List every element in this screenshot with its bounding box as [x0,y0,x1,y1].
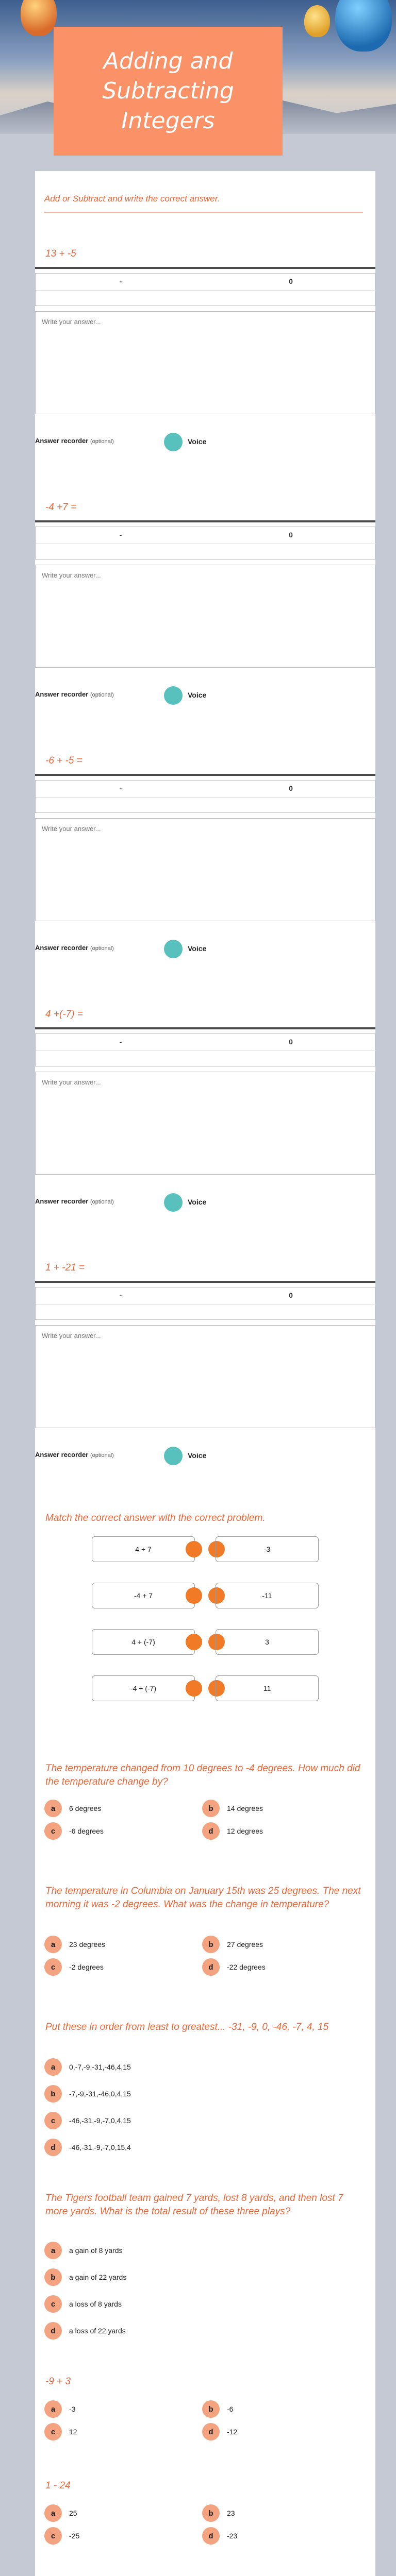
minus-key[interactable]: - [119,531,122,539]
option-letter: c [44,2423,62,2441]
option-text: a gain of 22 yards [69,2273,127,2281]
match-row [35,1536,375,1562]
option-text: -12 [227,2428,238,2436]
match-left-item[interactable]: 4 + (-7) [92,1629,195,1655]
answer-box [35,818,375,921]
option-c[interactable] [44,2295,122,2313]
option-b[interactable] [202,1799,263,1818]
option-c[interactable] [44,1822,104,1840]
option-b[interactable] [202,2504,235,2522]
match-right-item[interactable]: -3 [216,1536,319,1562]
page-title: Adding and Subtracting Integers [102,48,234,134]
option-letter: c [44,2527,62,2545]
option-letter: a [44,2504,62,2522]
match-right-item[interactable]: 11 [216,1675,319,1701]
option-a[interactable] [44,2504,77,2522]
option-letter: d [202,1822,220,1840]
answer-box [35,565,375,668]
option-text: -7,-9,-31,-46,0,4,15 [69,2090,131,2098]
option-text: 6 degrees [69,1804,102,1812]
voice-label: Voice [188,691,207,699]
option-letter: a [44,2400,62,2418]
minus-key[interactable]: - [119,277,122,285]
match-connector[interactable] [186,1634,202,1650]
question-text: Put these in order from least to greatest... -31, -9, 0, -46, -7, 4, 15 [45,2022,329,2032]
question-text: Match the correct answer with the correct problem. [45,1513,266,1523]
option-text: a loss of 8 yards [69,2300,122,2308]
record-voice-button[interactable] [164,940,183,958]
match-row [35,1675,375,1701]
voice-label: Voice [188,437,207,446]
answer-recorder [35,1192,375,1213]
option-letter: d [44,2322,62,2340]
option-text: 23 degrees [69,1940,106,1948]
divider [35,520,375,522]
minus-key[interactable]: - [119,1038,122,1046]
option-letter: b [202,1936,220,1953]
zero-key[interactable]: 0 [289,1291,293,1299]
question-text: 1 - 24 [45,2480,71,2491]
voice-label: Voice [188,944,207,953]
balloon-image [304,5,330,37]
option-d[interactable] [202,2422,237,2441]
option-letter: a [44,1800,62,1817]
optional-label: (optional) [90,692,114,698]
match-left-item[interactable]: -4 + 7 [92,1583,195,1608]
answer-box [35,1325,375,1428]
option-text: a loss of 22 yards [69,2327,126,2335]
answer-input[interactable] [42,571,367,659]
instructions: Add or Subtract and write the correct answer. [44,194,220,204]
record-voice-button[interactable] [164,1447,183,1465]
option-d[interactable] [44,2138,131,2157]
optional-label: (optional) [90,1199,114,1205]
divider [35,774,375,776]
option-text: -46,-31,-9,-7,0,15,4 [69,2143,131,2151]
option-letter: a [44,2058,62,2076]
question-text: 13 + -5 [45,248,76,259]
minus-key[interactable]: - [119,1291,122,1299]
optional-label: (optional) [90,1452,114,1459]
answer-recorder [35,1446,375,1466]
option-text: 12 degrees [227,1827,263,1835]
recorder-label [35,944,114,952]
option-a[interactable] [44,2241,123,2260]
option-letter: d [202,2527,220,2545]
option-text: -23 [227,2532,238,2540]
option-letter: d [202,2423,220,2441]
option-letter: c [44,1822,62,1840]
divider [35,1281,375,1283]
divider [36,797,376,798]
answer-box [35,311,375,414]
option-a[interactable] [44,1799,101,1818]
answer-box [35,1072,375,1175]
match-connector[interactable] [186,1541,202,1557]
zero-key[interactable]: 0 [289,784,293,792]
minus-key[interactable]: - [119,784,122,792]
recorder-label [35,1451,114,1459]
match-right-item[interactable]: 3 [216,1629,319,1655]
match-connector[interactable] [186,1587,202,1604]
recorder-label-text: Answer recorder [35,944,89,952]
record-voice-button[interactable] [164,433,183,451]
option-text: -46,-31,-9,-7,0,4,15 [69,2116,131,2125]
option-c[interactable] [44,1958,104,1976]
option-d[interactable] [202,1958,266,1976]
option-d[interactable] [202,2527,237,2545]
recorder-label-text: Answer recorder [35,437,89,445]
option-text: 12 [69,2428,77,2436]
match-left-item[interactable]: -4 + (-7) [92,1675,195,1701]
option-a[interactable] [44,2400,75,2418]
zero-key[interactable]: 0 [289,277,293,285]
balloon-image [21,0,57,36]
answer-input[interactable] [42,318,367,405]
answer-input[interactable] [42,1078,367,1166]
option-letter: c [44,2112,62,2129]
question-text: 4 +(-7) = [45,1009,83,1020]
optional-label: (optional) [90,438,114,445]
divider [36,1050,376,1051]
question-text: -6 + -5 = [45,755,82,766]
option-text: -2 degrees [69,1963,104,1971]
option-letter: a [44,1936,62,1953]
answer-recorder [35,939,375,959]
option-b[interactable] [44,2268,126,2286]
question-text: 1 + -21 = [45,1262,85,1273]
recorder-label [35,437,114,445]
option-c[interactable] [44,2527,79,2545]
option-c[interactable] [44,2111,131,2130]
answer-input[interactable] [42,825,367,912]
option-text: -25 [69,2532,80,2540]
answer-input[interactable] [42,1332,367,1419]
question-text: -9 + 3 [45,2376,71,2387]
option-text: 23 [227,2509,235,2517]
option-a[interactable] [44,2058,131,2076]
question-text: The temperature changed from 10 degrees to -4 degrees. How much did the temperature change by? [45,1763,360,1787]
optional-label: (optional) [90,945,114,952]
answer-recorder [35,685,375,706]
option-letter: b [202,2400,220,2418]
question-text: The temperature in Columbia on January 15th was 25 degrees. The next morning it was -2 degrees. What was the change in temperature? [45,1886,361,1910]
option-text: 25 [69,2509,77,2517]
match-row [35,1629,375,1655]
voice-label: Voice [188,1451,207,1460]
option-letter: a [44,2242,62,2259]
option-letter: c [44,1958,62,1976]
option-c[interactable] [44,2422,77,2441]
option-text: -6 degrees [69,1827,104,1835]
symbol-row [35,273,375,306]
balloon-image [335,0,392,52]
answer-recorder [35,432,375,452]
divider [35,1027,375,1029]
option-d[interactable] [44,2321,126,2340]
recorder-label-text: Answer recorder [35,1451,89,1459]
option-b[interactable] [202,2400,233,2418]
symbol-row [35,1033,375,1066]
recorder-label-text: Answer recorder [35,690,89,698]
option-letter: c [44,2295,62,2313]
question-text: -4 +7 = [45,502,77,513]
option-letter: d [202,1958,220,1976]
recorder-label [35,1197,114,1205]
option-letter: d [44,2139,62,2156]
worksheet [35,171,375,2576]
record-voice-button[interactable] [164,1193,183,1212]
option-letter: b [44,2085,62,2103]
zero-key[interactable]: 0 [289,1038,293,1046]
title-box [54,27,283,156]
question-text: The Tigers football team gained 7 yards, lost 8 yards, and then lost 7 more yards. What is the total result of these three plays? [45,2193,343,2217]
option-text: -6 [227,2405,234,2413]
symbol-row [35,527,375,560]
symbol-row [35,780,375,813]
symbol-row [35,1287,375,1320]
divider [44,212,363,213]
option-text: -22 degrees [227,1963,266,1971]
recorder-label-text: Answer recorder [35,1197,89,1205]
zero-key[interactable]: 0 [289,531,293,539]
option-b[interactable] [44,2084,131,2103]
record-voice-button[interactable] [164,686,183,705]
option-letter: b [202,1800,220,1817]
recorder-label [35,690,114,698]
match-right-item[interactable]: -11 [216,1583,319,1608]
match-left-item[interactable]: 4 + 7 [92,1536,195,1562]
option-text: 14 degrees [227,1804,263,1812]
option-a[interactable] [44,1935,105,1954]
option-d[interactable] [202,1822,263,1840]
option-text: 27 degrees [227,1940,263,1948]
option-text: a gain of 8 yards [69,2246,123,2255]
option-text: -3 [69,2405,76,2413]
match-row [35,1583,375,1608]
match-connector[interactable] [186,1680,202,1697]
voice-label: Voice [188,1198,207,1206]
divider [35,267,375,269]
option-letter: b [44,2268,62,2286]
divider [36,290,376,291]
option-b[interactable] [202,1935,263,1954]
option-text: 0,-7,-9,-31,-46,4,15 [69,2063,131,2071]
option-letter: b [202,2504,220,2522]
